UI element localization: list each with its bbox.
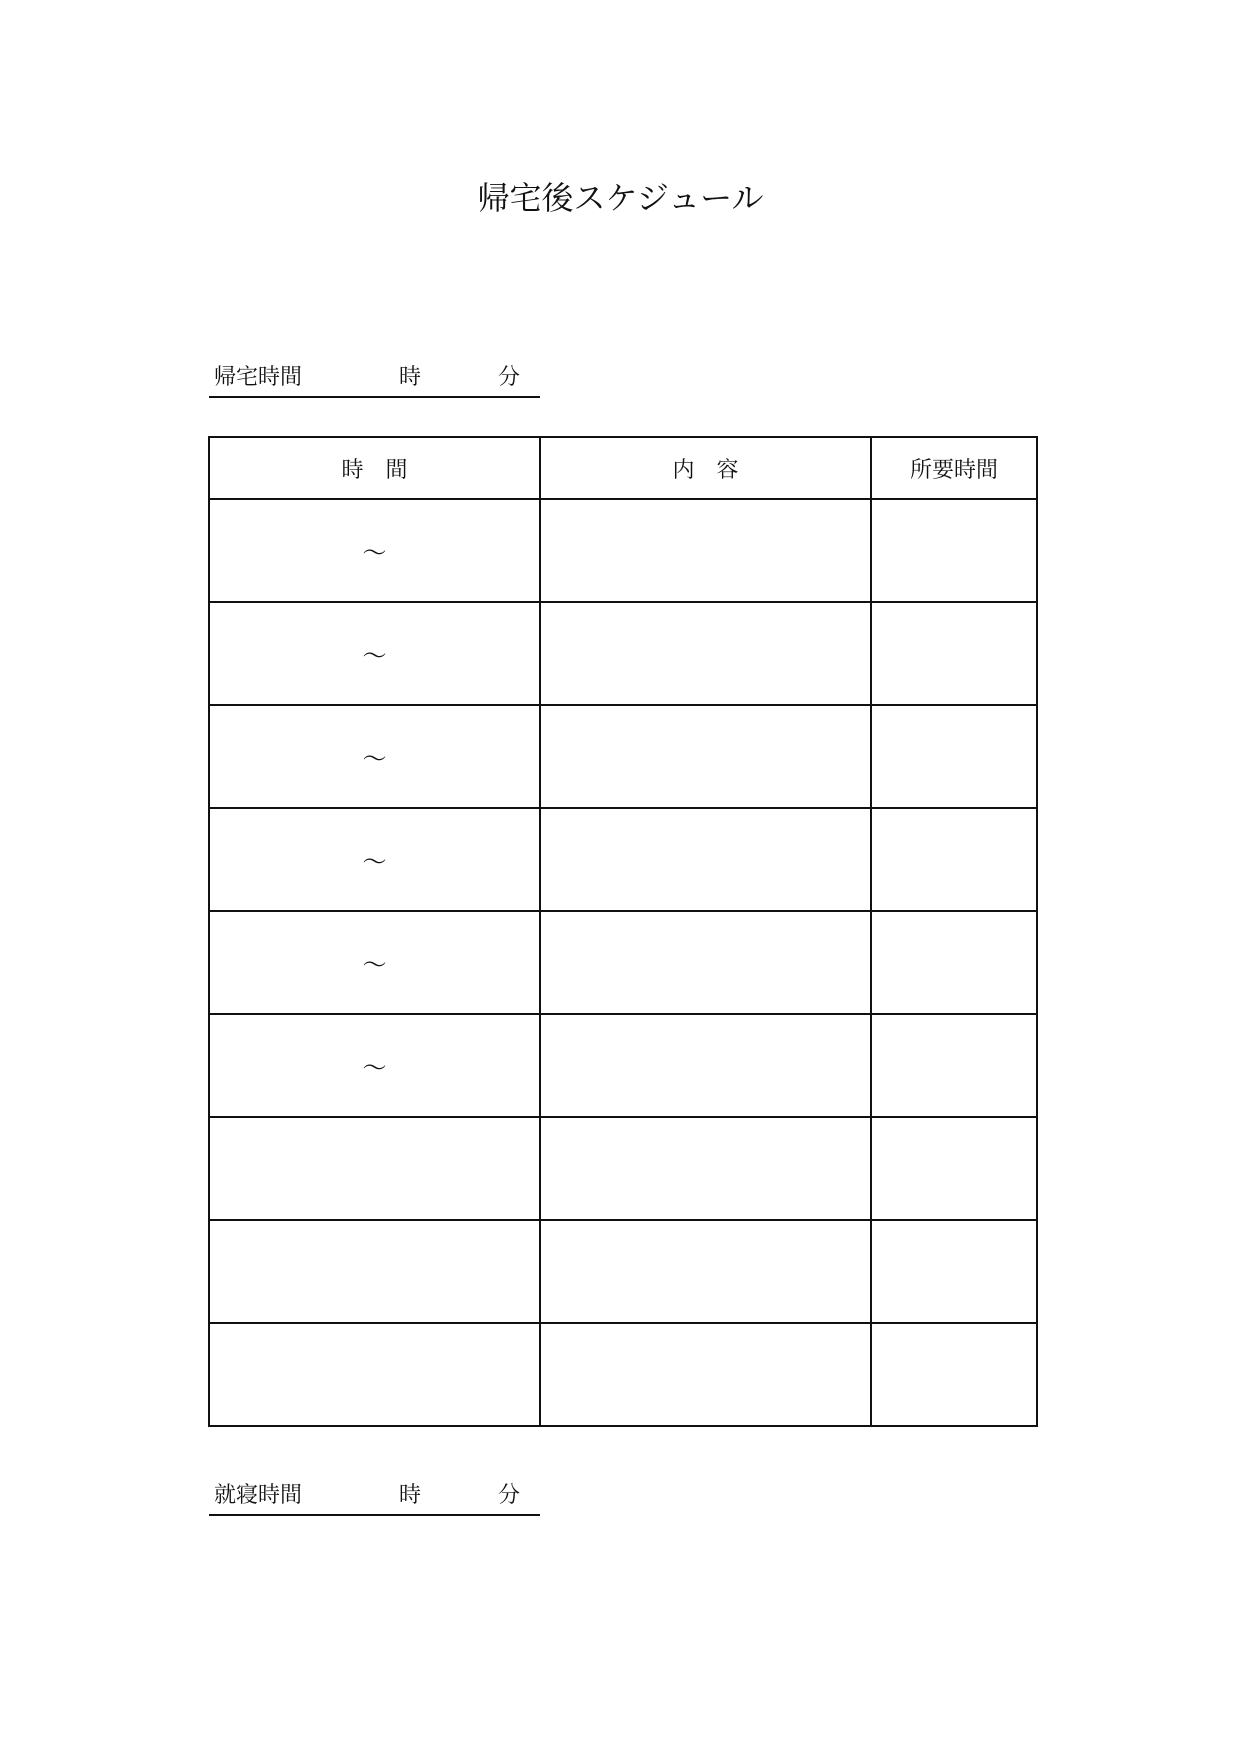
time-cell[interactable]: ～ (209, 705, 540, 808)
bed-time-label: 就寝時間 (214, 1483, 303, 1508)
time-cell[interactable] (209, 1220, 540, 1323)
duration-cell[interactable] (871, 1323, 1037, 1426)
time-cell[interactable]: ～ (209, 808, 540, 911)
duration-cell[interactable] (871, 1220, 1037, 1323)
header-content: 内 容 (540, 437, 871, 499)
table-row (209, 1220, 1037, 1323)
table-row (209, 602, 1037, 705)
table-row (209, 1323, 1037, 1426)
duration-cell[interactable] (871, 602, 1037, 705)
duration-cell[interactable] (871, 1117, 1037, 1220)
duration-cell[interactable] (871, 499, 1037, 602)
content-cell[interactable] (540, 705, 871, 808)
content-cell[interactable] (540, 808, 871, 911)
duration-cell[interactable] (871, 911, 1037, 1014)
return-time-field[interactable] (209, 364, 540, 398)
duration-cell[interactable] (871, 705, 1037, 808)
content-cell[interactable] (540, 1014, 871, 1117)
header-duration: 所要時間 (871, 437, 1037, 499)
table-row (209, 1117, 1037, 1220)
return-hour-unit: 時 (399, 365, 422, 390)
time-cell[interactable]: ～ (209, 499, 540, 602)
table-row (209, 499, 1037, 602)
content-cell[interactable] (540, 499, 871, 602)
time-cell[interactable] (209, 1117, 540, 1220)
bed-minute-unit: 分 (498, 1483, 521, 1508)
content-cell[interactable] (540, 1220, 871, 1323)
content-cell[interactable] (540, 1117, 871, 1220)
duration-cell[interactable] (871, 1014, 1037, 1117)
content-cell[interactable] (540, 911, 871, 1014)
table-row (209, 808, 1037, 911)
header-time: 時 間 (209, 437, 540, 499)
page-title: 帰宅後スケジュール (477, 179, 764, 217)
content-cell[interactable] (540, 602, 871, 705)
time-cell[interactable]: ～ (209, 911, 540, 1014)
table-row (209, 911, 1037, 1014)
content-cell[interactable] (540, 1323, 871, 1426)
schedule-table (208, 436, 1038, 1427)
duration-cell[interactable] (871, 808, 1037, 911)
bed-hour-unit: 時 (399, 1483, 422, 1508)
time-cell[interactable] (209, 1323, 540, 1426)
return-minute-unit: 分 (498, 365, 521, 390)
time-cell[interactable]: ～ (209, 1014, 540, 1117)
return-time-label: 帰宅時間 (214, 365, 303, 390)
time-cell[interactable]: ～ (209, 602, 540, 705)
bed-time-field[interactable] (209, 1482, 540, 1516)
table-row (209, 705, 1037, 808)
table-header-row (209, 437, 1037, 499)
table-row (209, 1014, 1037, 1117)
